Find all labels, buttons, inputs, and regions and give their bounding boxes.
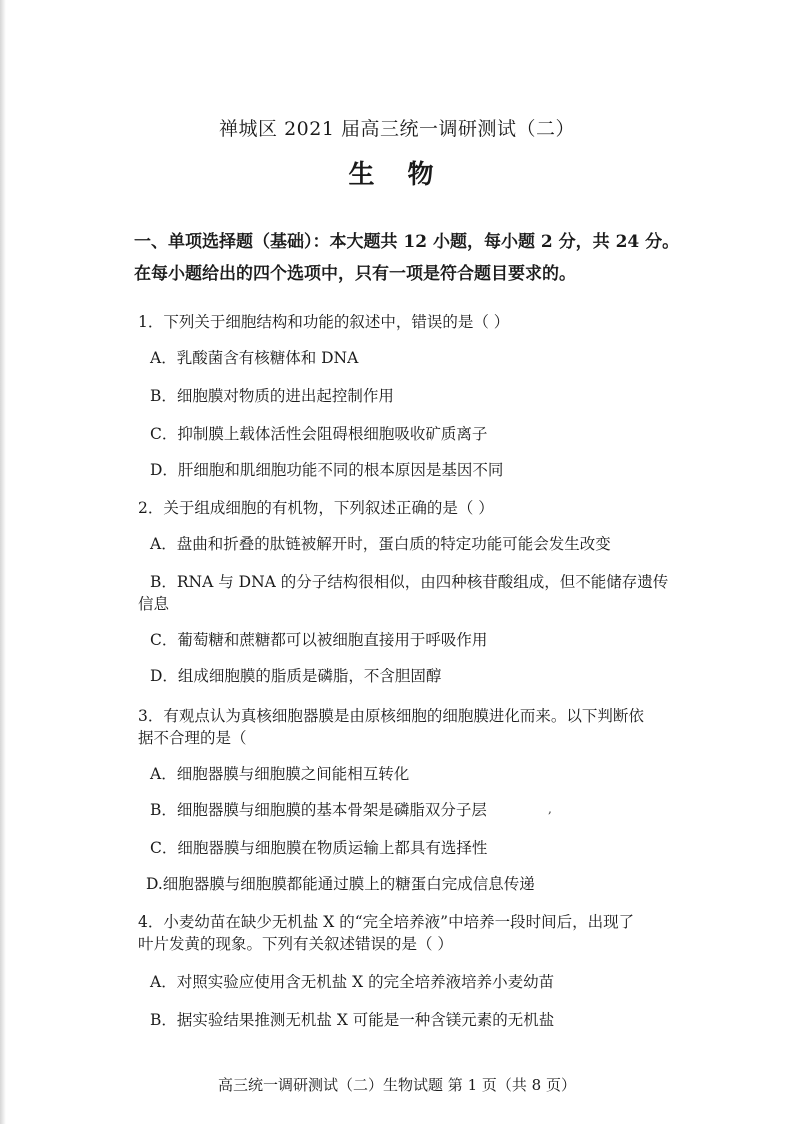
section-heading (134, 226, 774, 290)
question-4-option-a: A．对照实验应使用含无机盐 X 的完全培养液培养小麦幼苗 (150, 973, 555, 991)
question-3-stem-line-1: 3．有观点认为真核细胞器膜是由原核细胞的细胞膜进化而来。以下判断依 (138, 707, 644, 725)
question-3-option-c: C．细胞器膜与细胞膜在物质运输上都具有选择性 (150, 839, 488, 857)
stray-mark: , (548, 802, 552, 816)
question-1-option-b: B．细胞膜对物质的进出起控制作用 (150, 387, 394, 405)
subject-title: 生 物 (348, 160, 446, 190)
question-2-option-b: B．RNA 与 DNA 的分子结构很相似，由四种核苷酸组成，但不能储存遗传 (150, 573, 669, 591)
section-heading-line-2: 在每小题给出的四个选项中，只有一项是符合题目要求的。 (134, 264, 576, 284)
question-2-option-b-continued: 信息 (138, 595, 170, 613)
question-2-option-d: D．组成细胞膜的脂质是磷脂，不含胆固醇 (150, 667, 442, 685)
question-4-stem-line-2: 叶片发黄的现象。下列有关叙述错误的是（ ） (138, 935, 453, 953)
question-3-option-a: A．细胞器膜与细胞膜之间能相互转化 (150, 765, 410, 783)
section-heading-line-1: 一、单项选择题（基础）：本大题共 12 小题，每小题 2 分，共 24 分。 (134, 232, 680, 252)
question-3-option-b: B．细胞器膜与细胞膜的基本骨架是磷脂双分子层 (150, 801, 487, 819)
page-footer: 高三统一调研测试（二）生物试题 第 1 页（共 8 页） (218, 1076, 576, 1094)
question-3-stem-line-2: 据不合理的是（ (138, 729, 247, 747)
exam-title: 禅城区 2021 届高三统一调研测试（二） (219, 118, 575, 140)
question-2-option-c: C．葡萄糖和蔗糖都可以被细胞直接用于呼吸作用 (150, 631, 488, 649)
question-3-option-d: D.细胞器膜与细胞膜都能通过膜上的糖蛋白完成信息传递 (146, 875, 535, 893)
question-4-stem-line-1: 4．小麦幼苗在缺少无机盐 X 的“完全培养液”中培养一段时间后，出现了 (138, 913, 635, 931)
question-1-option-d: D．肝细胞和肌细胞功能不同的根本原因是基因不同 (150, 461, 504, 479)
question-2-option-a: A．盘曲和折叠的肽链被解开时，蛋白质的特定功能可能会发生改变 (150, 535, 611, 553)
question-1-stem: 1．下列关于细胞结构和功能的叙述中，错误的是（ ） (138, 313, 510, 331)
question-4-option-b: B．据实验结果推测无机盐 X 可能是一种含镁元素的无机盐 (150, 1011, 555, 1029)
question-1-option-c: C．抑制膜上载体活性会阻碍根细胞吸收矿质离子 (150, 425, 488, 443)
question-2-stem: 2．关于组成细胞的有机物，下列叙述正确的是（ ） (138, 499, 494, 517)
question-1-option-a: A．乳酸菌含有核糖体和 DNA (150, 349, 359, 367)
